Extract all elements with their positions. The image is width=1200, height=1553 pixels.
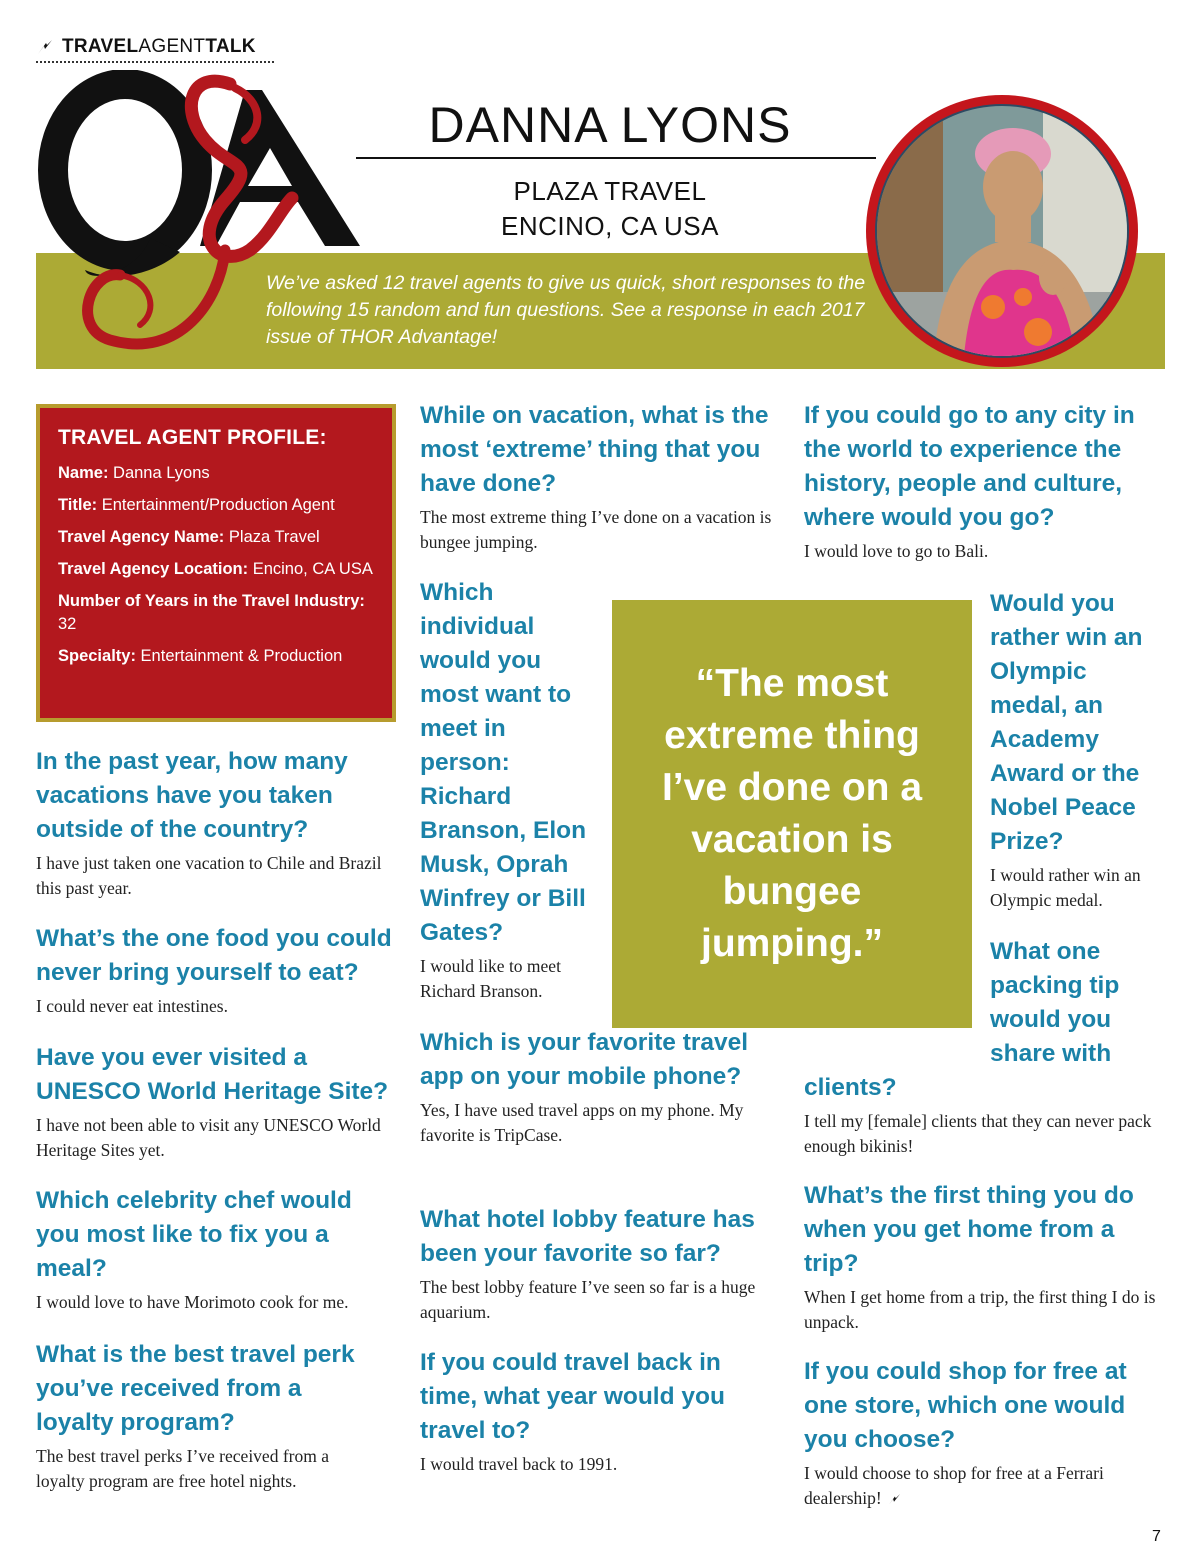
answer: I tell my [female] clients that they can never pack enough bikinis! xyxy=(804,1111,1152,1156)
qa-item xyxy=(420,1346,765,1477)
profile-label: Travel Agency Location: xyxy=(58,560,249,578)
answer: I would love to have Morimoto cook for me. xyxy=(36,1292,349,1312)
question: If you could shop for free at one store, which one would you choose? xyxy=(804,1358,1127,1453)
agency-block xyxy=(380,174,840,244)
qa-item xyxy=(36,922,406,1019)
answer: I would like to meet Richard Branson. xyxy=(420,956,561,1001)
intro-text: We’ve asked 12 travel agents to give us quick, short responses to the following 15 random and fun questions. See a response in each 2017 issue of THOR Advantage! xyxy=(266,272,866,348)
answer: The best lobby feature I’ve seen so far is a huge aquarium. xyxy=(420,1277,756,1322)
brand-divider xyxy=(36,61,274,63)
profile-value: Danna Lyons xyxy=(113,464,210,482)
answer-text: I would choose to shop for free at a Ferrari dealership! xyxy=(804,1463,1104,1508)
answer: The most extreme thing I’ve done on a vacation is bungee jumping. xyxy=(420,507,772,552)
question: If you could travel back in time, what year would you travel to? xyxy=(420,1349,725,1444)
agent-photo xyxy=(863,92,1141,370)
qa-logo xyxy=(30,70,370,370)
question: What’s the first thing you do when you get home from a trip? xyxy=(804,1182,1134,1277)
profile-row xyxy=(58,462,374,485)
agent-name: DANNA LYONS xyxy=(428,97,792,153)
question: What one packing tip would you share with xyxy=(990,938,1120,1067)
profile-title: TRAVEL AGENT PROFILE: xyxy=(58,426,327,449)
qa-item xyxy=(804,1179,1164,1335)
profile-value: Encino, CA USA xyxy=(252,560,373,578)
page-number: 7 xyxy=(1152,1528,1161,1545)
qa-item xyxy=(420,576,600,1004)
qa-item xyxy=(990,935,1160,1071)
agency-name: PLAZA TRAVEL xyxy=(513,176,707,206)
profile-value: Plaza Travel xyxy=(228,528,320,546)
qa-item xyxy=(36,1041,406,1163)
brand-light: AGENT xyxy=(138,36,206,57)
brand-header xyxy=(36,36,256,58)
question: Which is your favorite travel app on your mobile phone? xyxy=(420,1029,749,1090)
logo-text: Q&A xyxy=(30,70,33,71)
profile-row xyxy=(58,558,374,581)
profile-label: Name: xyxy=(58,464,109,482)
pull-quote-text: “The most extreme thing I’ve done on a vacation is bungee jumping.” xyxy=(661,662,923,965)
profile-value: 32 xyxy=(58,615,77,633)
qa-item xyxy=(804,399,1164,564)
profile-value: Entertainment/Production Agent xyxy=(101,496,335,514)
name-divider xyxy=(356,157,876,159)
qa-item xyxy=(804,1355,1164,1511)
answer: The best travel perks I’ve received from a loyalty program are free hotel nights. xyxy=(36,1446,329,1491)
lightning-icon xyxy=(886,1493,902,1507)
qa-item xyxy=(804,1071,1164,1159)
question: What’s the one food you could never bring yourself to eat? xyxy=(36,925,392,986)
question: In the past year, how many vacations have you taken outside of the country? xyxy=(36,748,348,843)
answer: I would travel back to 1991. xyxy=(420,1454,618,1474)
answer: When I get home from a trip, the first thing I do is unpack. xyxy=(804,1287,1156,1332)
answer: I have just taken one vacation to Chile and Brazil this past year. xyxy=(36,853,382,898)
profile-label: Number of Years in the Travel Industry: xyxy=(58,592,365,610)
agency-location: ENCINO, CA USA xyxy=(501,211,719,241)
qa-item xyxy=(36,1184,381,1315)
answer xyxy=(804,1461,1164,1511)
question: Which individual would you most want to meet in person: Richard Branson, Elon Musk, Oprah Winfrey or Bill Gates? xyxy=(420,579,587,946)
brand-bold-1: TRAVEL xyxy=(62,36,139,57)
pull-quote xyxy=(612,600,972,1028)
profile-label: Specialty: xyxy=(58,647,136,665)
profile-row xyxy=(58,494,374,517)
profile-row xyxy=(58,645,374,668)
profile-label: Title: xyxy=(58,496,98,514)
qa-item xyxy=(420,1026,760,1148)
profile-label: Travel Agency Name: xyxy=(58,528,225,546)
qa-item xyxy=(990,587,1160,913)
qa-item xyxy=(36,745,396,901)
question: Have you ever visited a UNESCO World Heritage Site? xyxy=(36,1044,389,1105)
qa-item xyxy=(36,1338,381,1494)
answer: I could never eat intestines. xyxy=(36,996,228,1016)
agent-profile-box xyxy=(36,404,396,722)
profile-row xyxy=(58,526,374,549)
question: If you could go to any city in the world to experience the history, people and culture, where would you go? xyxy=(804,402,1135,531)
question: Which celebrity chef would you most like to fix you a meal? xyxy=(36,1187,352,1282)
question: What is the best travel perk you’ve received from a loyalty program? xyxy=(36,1341,355,1436)
brand-bold-2: TALK xyxy=(205,36,256,57)
answer: I have not been able to visit any UNESCO World Heritage Sites yet. xyxy=(36,1115,381,1160)
question: While on vacation, what is the most ‘extreme’ thing that you have done? xyxy=(420,402,769,497)
qa-item xyxy=(420,399,780,555)
question: What hotel lobby feature has been your favorite so far? xyxy=(420,1206,755,1267)
lightning-icon xyxy=(36,39,54,55)
profile-row xyxy=(58,590,374,636)
qa-item xyxy=(420,1203,790,1325)
answer: Yes, I have used travel apps on my phone. My favorite is TripCase. xyxy=(420,1100,744,1145)
question: Would you rather win an Olympic medal, an Academy Award or the Nobel Peace Prize? xyxy=(990,590,1143,855)
answer: I would rather win an Olympic medal. xyxy=(990,865,1141,910)
answer: I would love to go to Bali. xyxy=(804,541,989,561)
profile-value: Entertainment & Production xyxy=(140,647,343,665)
question: clients? xyxy=(804,1074,897,1101)
